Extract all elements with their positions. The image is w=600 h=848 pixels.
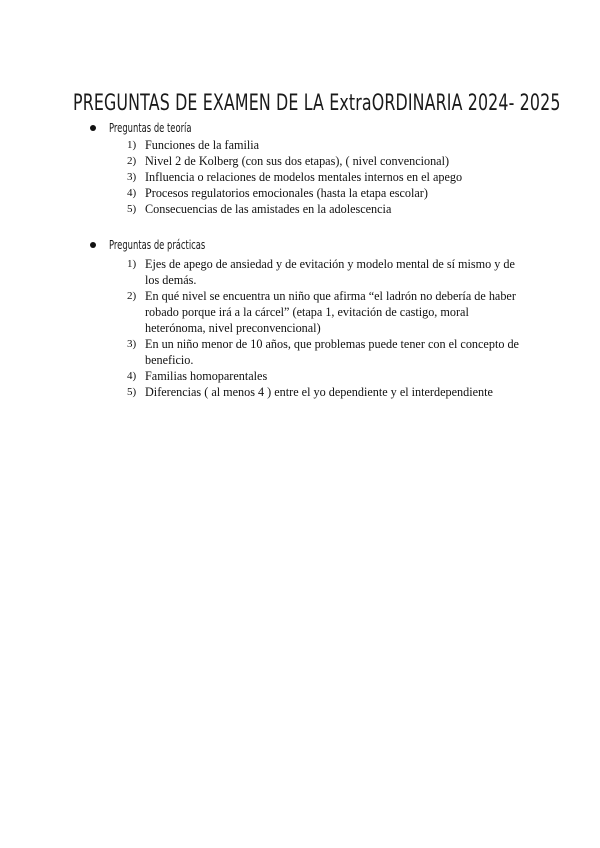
practice-heading-label: Preguntas de prácticas [109,238,206,252]
item-number: 2) [127,155,137,167]
item-text: Consecuencias de las amistades en la adolescencia [145,202,392,216]
item-number: 4) [127,370,137,382]
practice-section [90,236,550,254]
item-number: 4) [127,187,137,199]
list-item [127,384,527,400]
item-text: Influencia o relaciones de modelos mentales internos en el apego [145,170,463,184]
item-text: En qué nivel se encuentra un niño que afirma “el ladrón no debería de haber robado porque irá a la cárcel” (etapa 1, evitación de castigo, moral heterónoma, nivel preconvencional) [145,289,516,335]
list-item [127,336,527,368]
theory-section [90,119,550,137]
list-item [127,201,527,217]
bullet-icon [90,242,96,248]
list-item [127,256,527,288]
list-item [127,185,527,201]
theory-heading [90,119,550,137]
item-text: Funciones de la familia [145,138,260,152]
item-number: 2) [127,290,137,302]
item-number: 3) [127,338,137,350]
item-number: 3) [127,171,137,183]
theory-question-list [127,137,527,217]
list-item [127,169,527,185]
item-text: Diferencias ( al menos 4 ) entre el yo dependiente y el interdependiente [145,385,493,399]
item-number: 5) [127,203,137,215]
bullet-icon [90,125,96,131]
item-number: 1) [127,139,137,151]
theory-heading-label: Preguntas de teoría [109,121,192,135]
item-number: 5) [127,386,137,398]
list-item [127,153,527,169]
list-item [127,368,527,384]
item-text: Familias homoparentales [145,369,268,383]
item-text: Nivel 2 de Kolberg (con sus dos etapas), ( nivel convencional) [145,154,450,168]
item-text: Procesos regulatorios emocionales (hasta la etapa escolar) [145,186,428,200]
item-text: Ejes de apego de ansiedad y de evitación y modelo mental de sí mismo y de los demás. [145,257,515,287]
item-number: 1) [127,258,137,270]
page-title: PREGUNTAS DE EXAMEN DE LA ExtraORDINARIA 2024- 2025 [73,90,561,116]
item-text: En un niño menor de 10 años, que problemas puede tener con el concepto de beneficio. [145,337,519,367]
list-item [127,288,527,336]
list-item [127,137,527,153]
practice-question-list [127,256,527,400]
practice-heading [90,236,550,254]
